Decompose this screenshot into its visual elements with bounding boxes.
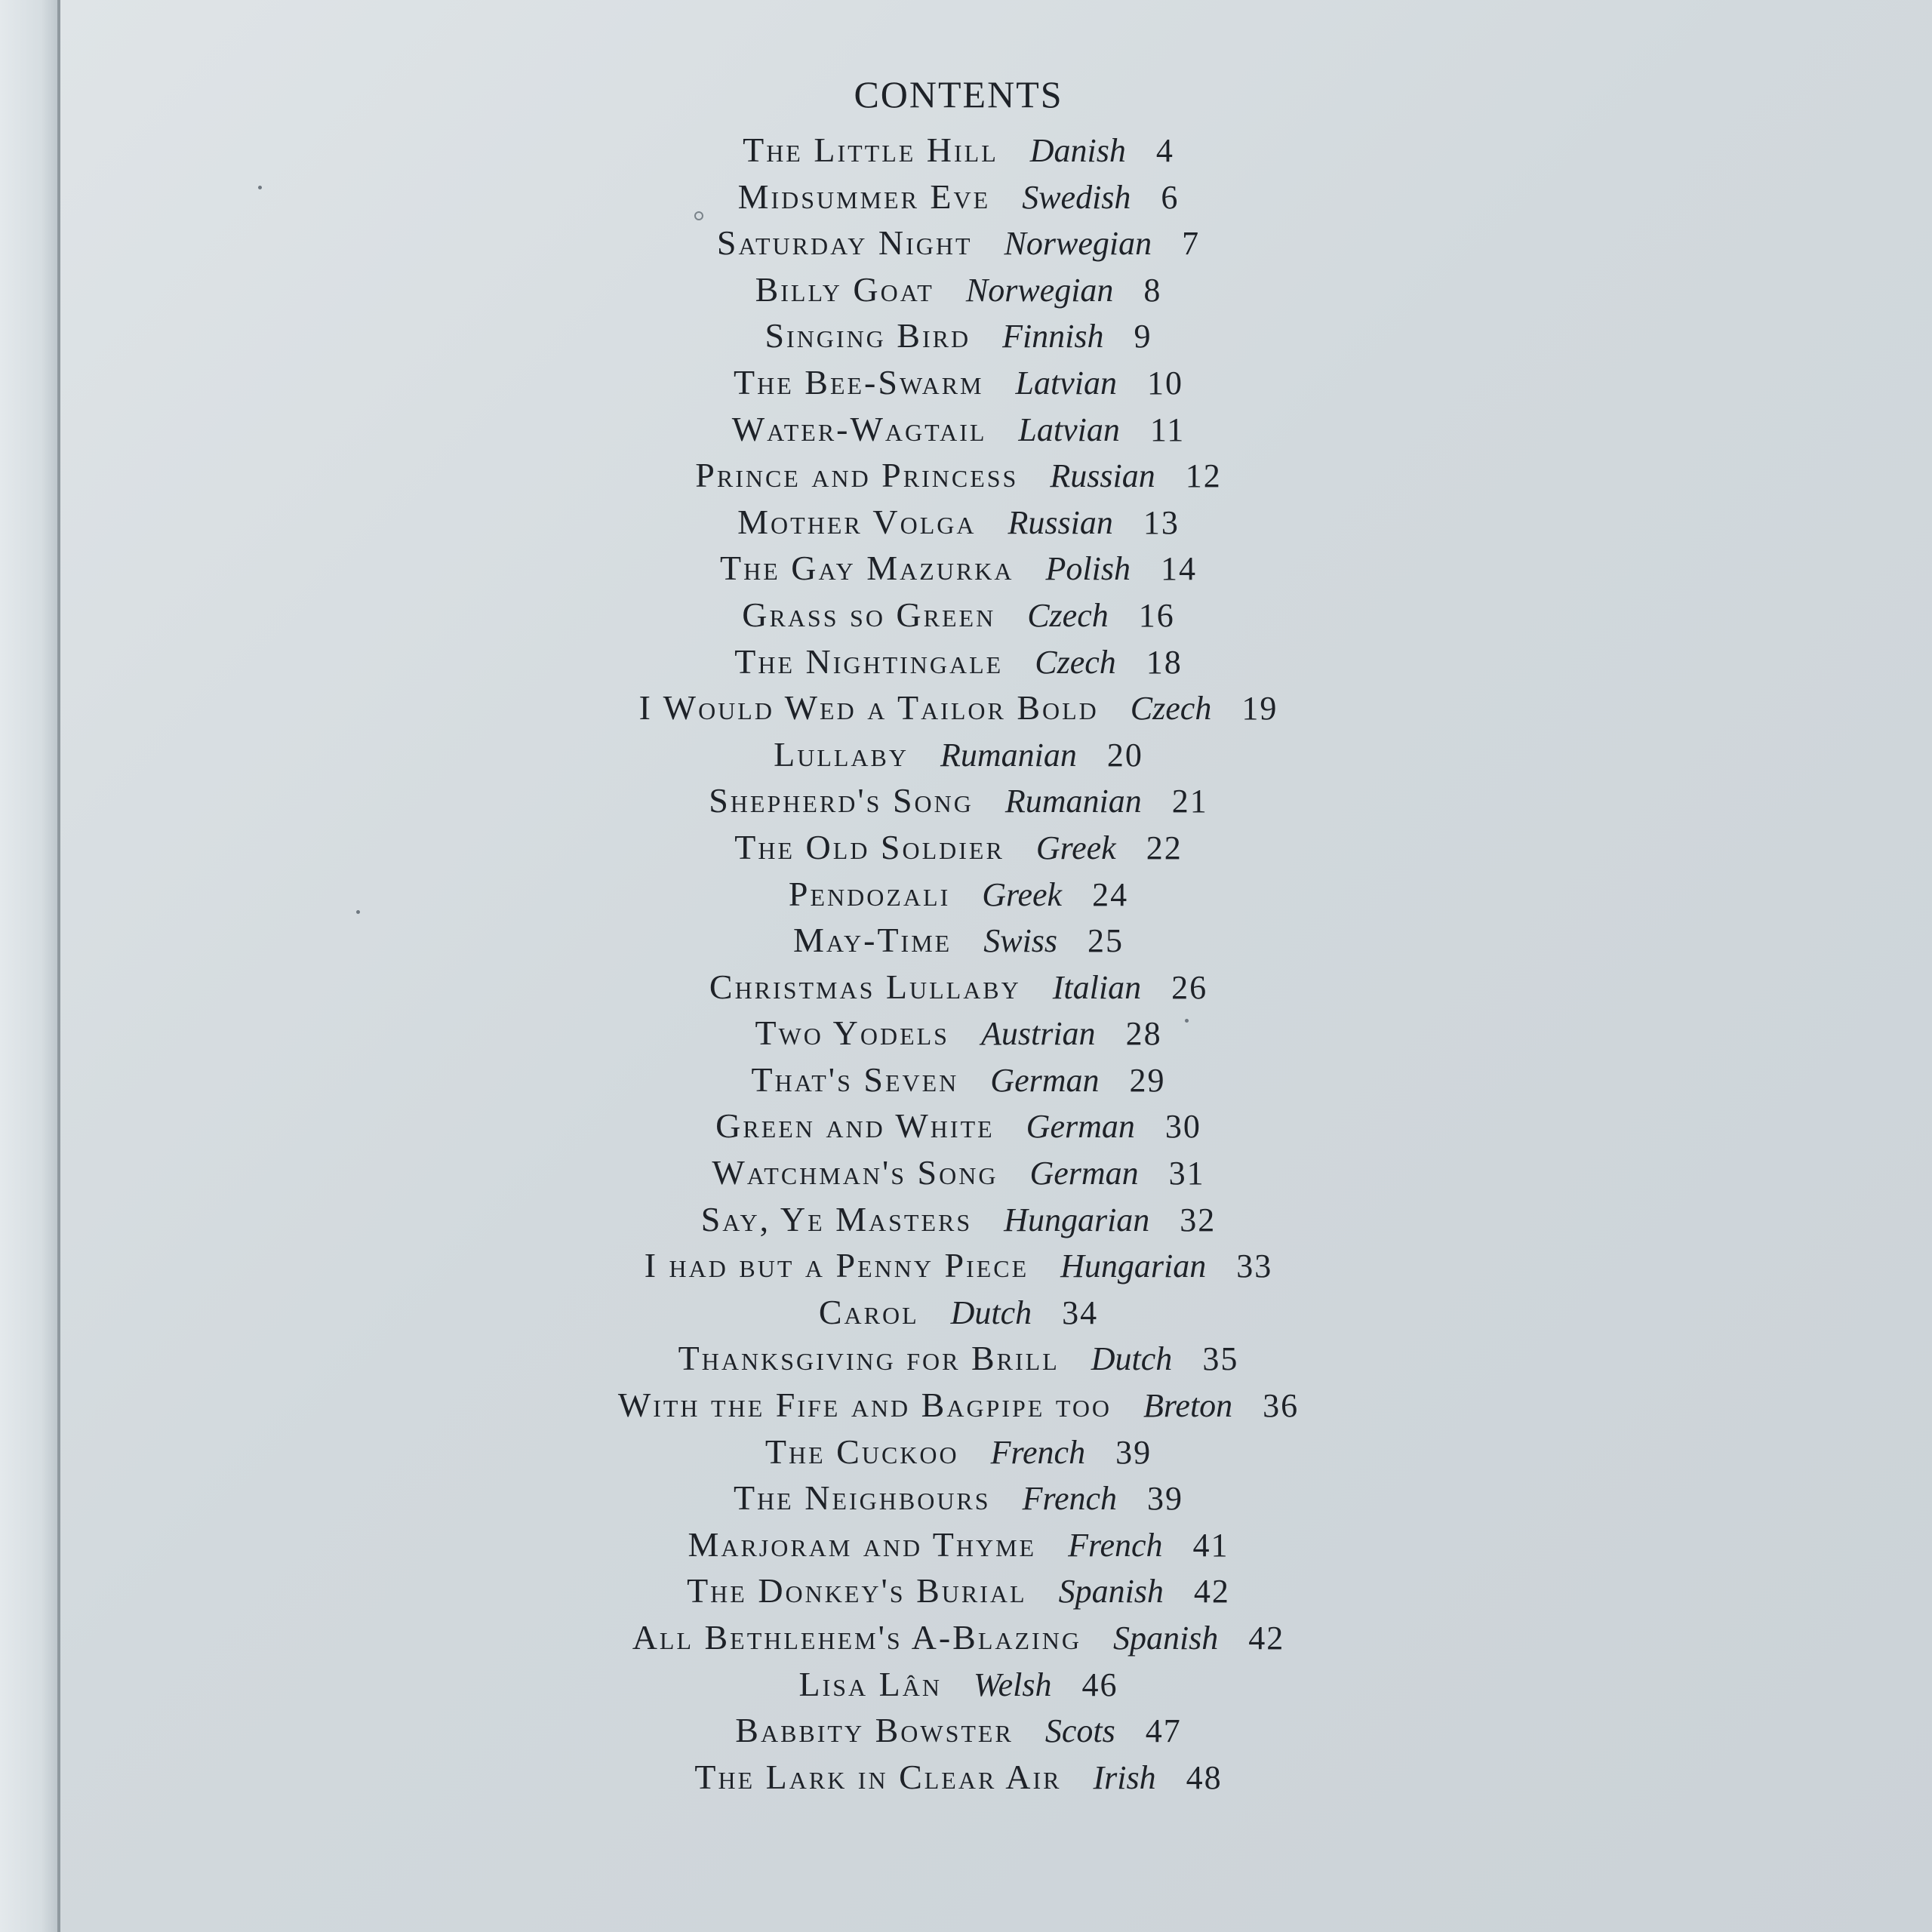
entry-origin: Rumanian: [1004, 783, 1142, 820]
entry-page-number: 42: [1248, 1620, 1285, 1657]
entry-title: Singing Bird: [764, 316, 971, 355]
entry-page-number: 7: [1182, 225, 1201, 263]
entry-page-number: 28: [1125, 1015, 1162, 1053]
entry-title: The Gay Mazurka: [720, 549, 1014, 588]
entry-origin: Danish: [1029, 132, 1126, 169]
entry-origin: Norwegian: [965, 271, 1114, 309]
entry-page-number: 39: [1147, 1480, 1184, 1518]
entry-page-number: 22: [1146, 829, 1183, 866]
contents-entry: [0, 1057, 1917, 1103]
entry-title: Lisa Lân: [798, 1664, 942, 1703]
entry-origin: Polish: [1045, 550, 1131, 588]
contents-entry: [0, 592, 1917, 638]
entry-page-number: 21: [1171, 783, 1208, 820]
entry-origin: Hungarian: [1004, 1201, 1150, 1238]
entry-origin: French: [1022, 1480, 1118, 1518]
entry-title: Water-Wagtail: [731, 409, 987, 448]
entry-title: Watchman's Song: [712, 1153, 998, 1192]
entry-page-number: 32: [1180, 1201, 1217, 1238]
entry-page-number: 20: [1106, 736, 1143, 774]
entry-page-number: 30: [1164, 1108, 1201, 1146]
entry-page-number: 10: [1146, 364, 1183, 401]
contents-entry: [0, 1196, 1917, 1243]
contents-entry: [0, 220, 1917, 266]
entry-title: Grass so Green: [742, 595, 996, 634]
entry-title: Thanksgiving for Brill: [678, 1339, 1060, 1378]
contents-entry: [0, 406, 1917, 453]
entry-title: Green and White: [715, 1106, 995, 1146]
entry-origin: Norwegian: [1004, 225, 1152, 263]
contents-entry: [0, 1149, 1917, 1196]
contents-entry: [0, 1289, 1917, 1336]
entry-title: Mother Volga: [737, 502, 977, 541]
entry-page-number: 9: [1134, 318, 1152, 355]
entry-page-number: 12: [1185, 457, 1222, 495]
contents-entry: [0, 1010, 1917, 1057]
entry-page-number: 34: [1062, 1294, 1099, 1331]
contents-entry: [0, 1335, 1917, 1382]
entry-origin: Russian: [1008, 503, 1113, 541]
contents-entry: [0, 1242, 1917, 1289]
entry-origin: Finnish: [1002, 318, 1104, 355]
contents-entry: [0, 174, 1917, 220]
entry-page-number: 35: [1202, 1340, 1239, 1378]
entry-origin: Swiss: [983, 922, 1058, 960]
entry-origin: Welsh: [973, 1666, 1052, 1703]
entry-title: Pendozali: [788, 874, 951, 913]
entry-title: Saturday Night: [716, 223, 973, 263]
entry-title: That's Seven: [751, 1060, 959, 1099]
entry-page-number: 16: [1138, 596, 1175, 634]
entry-origin: French: [1068, 1526, 1163, 1564]
contents-entry: [0, 1567, 1917, 1614]
contents-entry: [0, 1614, 1917, 1661]
entry-page-number: 36: [1263, 1387, 1300, 1425]
entry-origin: Austrian: [980, 1015, 1096, 1053]
entry-title: May-Time: [792, 921, 952, 960]
contents-entry: [0, 638, 1917, 685]
entry-origin: Dutch: [1091, 1340, 1173, 1378]
contents-entry: [0, 824, 1917, 871]
entry-origin: German: [1029, 1155, 1139, 1192]
entry-title: With the Fife and Bagpipe too: [617, 1386, 1112, 1425]
contents-entry: [0, 1661, 1917, 1708]
entry-origin: Greek: [1035, 829, 1116, 866]
entry-origin: Latvian: [1015, 364, 1117, 401]
entry-title: The Donkey's Burial: [687, 1571, 1027, 1611]
entry-page-number: 33: [1236, 1247, 1273, 1285]
contents-entry: [0, 964, 1917, 1011]
contents-entry: [0, 1103, 1917, 1149]
entry-page-number: 46: [1081, 1666, 1118, 1703]
entry-title: Marjoram and Thyme: [688, 1524, 1037, 1564]
contents-entry: [0, 127, 1917, 174]
entry-page-number: 8: [1143, 271, 1162, 309]
contents-entry: [0, 1754, 1917, 1801]
contents-entry: [0, 1429, 1917, 1475]
entry-origin: Rumanian: [940, 736, 1077, 774]
entry-title: Prince and Princess: [695, 456, 1019, 495]
entry-title: The Old Soldier: [734, 827, 1004, 866]
contents-entry: [0, 1707, 1917, 1754]
entry-origin: French: [990, 1433, 1086, 1471]
contents-entry: [0, 499, 1917, 546]
entry-page-number: 25: [1088, 922, 1124, 960]
entry-origin: Spanish: [1112, 1620, 1219, 1657]
entry-origin: German: [990, 1061, 1100, 1099]
entry-title: Carol: [818, 1292, 919, 1331]
entry-origin: Dutch: [950, 1294, 1032, 1331]
contents-list: [0, 127, 1917, 1800]
entry-origin: Hungarian: [1060, 1247, 1207, 1285]
entry-page-number: 48: [1186, 1758, 1223, 1796]
contents-entry: [0, 312, 1917, 359]
entry-page-number: 14: [1160, 550, 1197, 588]
entry-title: Christmas Lullaby: [709, 967, 1021, 1006]
entry-page-number: 6: [1161, 178, 1180, 216]
entry-origin: Breton: [1143, 1387, 1233, 1425]
entry-title: I had but a Penny Piece: [644, 1246, 1029, 1285]
entry-title: The Lark in Clear Air: [694, 1757, 1062, 1796]
entry-origin: Irish: [1093, 1758, 1156, 1796]
entry-origin: Czech: [1027, 596, 1109, 634]
entry-title: Billy Goat: [755, 269, 934, 309]
entry-origin: Scots: [1044, 1712, 1115, 1750]
entry-page-number: 47: [1145, 1712, 1182, 1750]
entry-origin: Czech: [1130, 690, 1212, 728]
entry-origin: Swedish: [1022, 178, 1131, 216]
entry-page-number: 26: [1171, 968, 1208, 1006]
entry-title: Two Yodels: [755, 1014, 949, 1053]
entry-title: The Nightingale: [734, 641, 1004, 681]
entry-page-number: 4: [1155, 132, 1174, 169]
entry-title: Midsummer Eve: [737, 177, 991, 216]
entry-origin: Italian: [1052, 968, 1142, 1006]
entry-origin: Greek: [982, 875, 1063, 913]
entry-title: I Would Wed a Tailor Bold: [638, 688, 1099, 728]
entry-origin: Czech: [1035, 643, 1116, 681]
entry-origin: Russian: [1050, 457, 1155, 495]
entry-origin: German: [1026, 1108, 1135, 1146]
contents-entry: [0, 452, 1917, 499]
entry-origin: Latvian: [1018, 411, 1120, 448]
contents-entry: [0, 777, 1917, 824]
entry-title: Lullaby: [774, 734, 909, 774]
contents-entry: [0, 917, 1917, 964]
entry-title: Shepherd's Song: [709, 781, 974, 820]
entry-page-number: 42: [1193, 1573, 1230, 1611]
entry-title: The Cuckoo: [764, 1432, 959, 1471]
entry-title: Babbity Bowster: [735, 1711, 1014, 1750]
entry-title: All Bethlehem's A-Blazing: [632, 1618, 1081, 1657]
entry-title: Say, Ye Masters: [700, 1199, 973, 1238]
entry-title: The Bee-Swarm: [734, 362, 984, 401]
contents-entry: [0, 359, 1917, 406]
contents-entry: [0, 871, 1917, 918]
entry-page-number: 18: [1146, 643, 1183, 681]
contents-heading: CONTENTS: [854, 72, 1063, 115]
entry-page-number: 11: [1149, 411, 1186, 448]
entry-origin: Spanish: [1058, 1573, 1164, 1611]
entry-title: The Little Hill: [743, 131, 998, 169]
contents-entry: [0, 545, 1917, 592]
entry-page-number: 39: [1115, 1433, 1152, 1471]
entry-page-number: 29: [1129, 1061, 1166, 1099]
entry-page-number: 19: [1241, 690, 1278, 728]
contents-entry: [0, 1475, 1917, 1521]
entry-title: The Neighbours: [733, 1478, 991, 1518]
entry-page-number: 24: [1092, 875, 1129, 913]
contents-entry: [0, 685, 1917, 731]
entry-page-number: 31: [1168, 1155, 1205, 1192]
contents-entry: [0, 1382, 1917, 1429]
entry-page-number: 13: [1143, 503, 1180, 541]
entry-page-number: 41: [1192, 1526, 1229, 1564]
contents-entry: [0, 731, 1917, 778]
contents-entry: [0, 266, 1917, 313]
contents-entry: [0, 1521, 1917, 1568]
